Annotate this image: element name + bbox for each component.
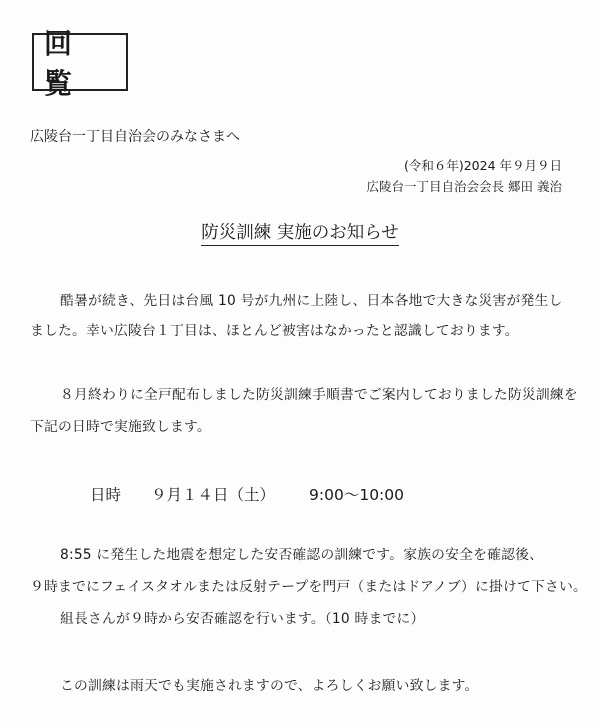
paragraph-1-line-1: 酷暑が続き、先日は台風 10 号が九州に上陸し、日本各地で大きな災害が発生し: [60, 293, 563, 309]
paragraph-2-line-1: ８月終わりに全戸配布しました防災訓練手順書でご案内しておりました防災訓練を: [60, 387, 578, 403]
schedule-date: ９月１４日（土）: [151, 486, 276, 504]
document-title: [0, 224, 600, 242]
circulation-stamp-box: [32, 27, 128, 100]
schedule-time: 9:00～10:00: [309, 486, 405, 504]
schedule-line: [90, 483, 404, 505]
issue-date: (令和６年)2024 年９月９日: [403, 158, 562, 173]
paragraph-3-line-3: 組長さんが９時から安否確認を行います。（10 時までに）: [60, 611, 425, 627]
addressee: 広陵台一丁目自治会のみなさまへ: [30, 129, 240, 145]
closing-paragraph: この訓練は雨天でも実施されますので、よろしくお願い致します。: [60, 678, 479, 694]
paragraph-3-line-1: 8:55 に発生した地震を想定した安否確認の訓練です。家族の安全を確認後、: [60, 547, 544, 563]
paragraph-3-line-2: ９時までにフェイスタオルまたは反射テープを門戸（またはドアノブ）に掛けて下さい。: [30, 579, 587, 595]
schedule-label: 日時: [90, 486, 122, 504]
paragraph-2-line-2: 下記の日時で実施致します。: [30, 419, 211, 435]
document-title-text: 防災訓練 実施のお知らせ: [201, 223, 399, 246]
circulation-label: 回 覧: [44, 27, 83, 100]
paragraph-1-line-2: ました。幸い広陵台１丁目は、ほとんど被害はなかったと認識しております。: [30, 323, 519, 339]
sender-name: 広陵台一丁目自治会会長 郷田 義治: [366, 179, 562, 194]
